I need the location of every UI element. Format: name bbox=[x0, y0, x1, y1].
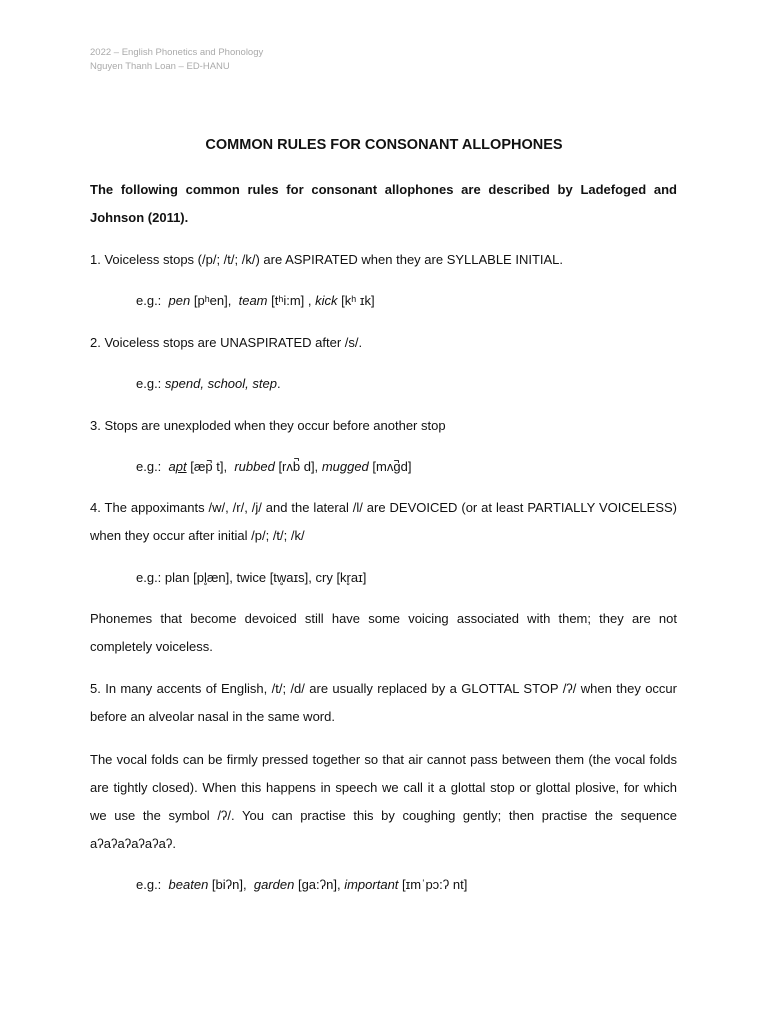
example-word: garden bbox=[253, 877, 295, 892]
devoicing-note: Phonemes that become devoiced still have some voicing associated with them; they are not completely voiceless. bbox=[90, 611, 677, 654]
example-word: mugged bbox=[321, 459, 369, 474]
rule-4: 4. The appoximants /w/, /r/, /j/ and the lateral /l/ are DEVOICED (or at least PARTIALLY VOICELESS) when they occur after initial /p/; /t/; /k/ bbox=[90, 500, 677, 543]
example-4 bbox=[136, 570, 366, 585]
transcription: [biʔn], bbox=[211, 877, 247, 892]
example-prefix: e.g.: bbox=[136, 376, 162, 391]
transcription: [æp̚ t], bbox=[190, 459, 228, 474]
rule-1: 1. Voiceless stops (/p/; /t/; /k/) are ASPIRATED when they are SYLLABLE INITIAL. bbox=[90, 252, 564, 267]
example-word: team bbox=[238, 293, 268, 308]
example-2 bbox=[136, 376, 281, 391]
example-word: beaten bbox=[168, 877, 209, 892]
example-word: kick bbox=[315, 293, 338, 308]
transcription: [rʌb̚ d], bbox=[278, 459, 319, 474]
intro-paragraph: The following common rules for consonant allophones are described by Ladefoged and Johnson (2011). bbox=[90, 182, 677, 225]
example-word: important bbox=[344, 877, 399, 892]
example-period: . bbox=[276, 376, 281, 391]
example-word-start: a bbox=[168, 459, 176, 474]
example-word bbox=[169, 459, 187, 474]
example-prefix: e.g.: bbox=[136, 877, 162, 892]
example-prefix: e.g.: bbox=[136, 459, 162, 474]
rule-3: 3. Stops are unexploded when they occur before another stop bbox=[90, 418, 446, 433]
underlined-letters: pt bbox=[175, 459, 187, 474]
transcription: [ɪmˈpɔ:ʔ nt] bbox=[402, 877, 468, 892]
example-transcriptions: plan [pl̥æn], twice [tw̥aɪs], cry [kr̥aɪ] bbox=[164, 570, 367, 585]
example-word: rubbed bbox=[234, 459, 275, 474]
transcription: [kʰ ɪk] bbox=[341, 293, 375, 308]
glottal-stop-note: The vocal folds can be firmly pressed together so that air cannot pass between them (the vocal folds are tightly closed). When this happens in speech we call it a glottal stop or glottal plosive, for which we use the symbol /ʔ/. You can practise this by coughing gently; then practise the sequence aʔaʔaʔaʔaʔaʔ. bbox=[90, 752, 677, 851]
example-words: spend, school, step bbox=[164, 376, 277, 391]
example-prefix: e.g.: bbox=[136, 293, 162, 308]
transcription: [tʰi:m] , bbox=[271, 293, 312, 308]
example-1 bbox=[136, 293, 375, 308]
transcription: [mʌg̚d] bbox=[372, 459, 412, 474]
transcription: [ga:ʔn], bbox=[297, 877, 341, 892]
header-author: Nguyen Thanh Loan – ED-HANU bbox=[90, 61, 230, 72]
page-title: COMMON RULES FOR CONSONANT ALLOPHONES bbox=[205, 137, 563, 153]
transcription: [pʰen], bbox=[193, 293, 232, 308]
example-prefix: e.g.: bbox=[136, 570, 162, 585]
header-course: 2022 – English Phonetics and Phonology bbox=[90, 47, 264, 58]
example-word: pen bbox=[168, 293, 191, 308]
rule-5: 5. In many accents of English, /t/; /d/ are usually replaced by a GLOTTAL STOP /ʔ/ when they occur before an alveolar nasal in the same word. bbox=[90, 681, 677, 724]
example-3 bbox=[136, 459, 411, 474]
rule-2: 2. Voiceless stops are UNASPIRATED after /s/. bbox=[90, 335, 363, 350]
example-5 bbox=[136, 877, 467, 892]
